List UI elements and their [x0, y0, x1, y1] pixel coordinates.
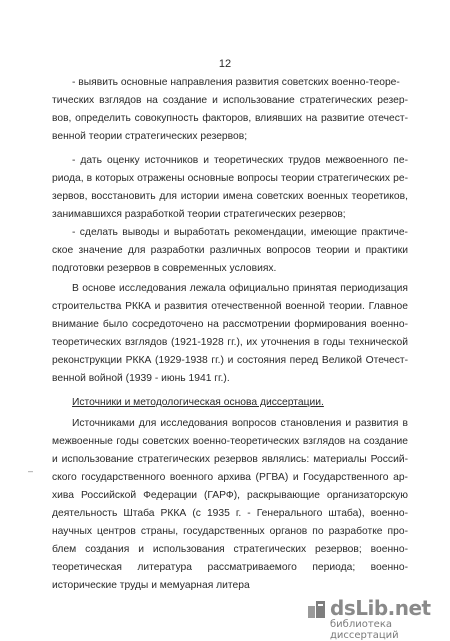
- text-line: строительства РККА и развития отечественной военной теории. Главное: [52, 301, 408, 312]
- text-line: - сделать выводы и выработать рекомендации, имеющие практиче-: [72, 227, 408, 238]
- text-line: тических взглядов на создание и использование стратегических резер-: [52, 95, 408, 106]
- text-line: венной теории стратегических резервов;: [52, 131, 248, 142]
- text-line: и использование стратегических резервов являлись: материалы Россий-: [52, 454, 408, 465]
- text-line: Источниками для исследования вопросов становления и развития в: [72, 418, 408, 429]
- text-line: - выявить основные направления развития советских военно-теоре-: [72, 77, 400, 88]
- page-number: 12: [218, 58, 232, 70]
- text-line: межвоенные годы советских военно-теоретических взглядов на создание: [52, 436, 408, 447]
- section-heading: Источники и методологическая основа диссертации.: [72, 397, 324, 408]
- text-line: исторические труды и мемуарная литера: [52, 580, 250, 591]
- margin-mark: –: [28, 466, 34, 476]
- text-line: теоретическая литература рассматриваемого периода; военно-: [52, 562, 408, 573]
- text-line: ское значение для разработки различных вопросов теории и практики: [52, 245, 408, 256]
- text-line: - дать оценку источников и теоретических трудов межвоенного пе-: [72, 155, 408, 166]
- text-line: научных центров страны, государственных органов по разработке про-: [52, 526, 408, 537]
- text-line: венной войной (1939 - июнь 1941 гг.).: [52, 373, 230, 384]
- text-line: подготовки резервов в современных условиях.: [52, 263, 277, 274]
- text-line: вов, определить совокупность факторов, влиявших на развитие отечест-: [52, 113, 408, 124]
- text-line: деятельность Штаба РККА (с 1935 г. - Генерального штаба), военно-: [52, 508, 408, 519]
- text-line: внимание было сосредоточено на рассмотрении формирования военно-: [52, 319, 408, 330]
- text-line: теоретических взглядов (1921-1928 гг.), их уточнения в годы технической: [52, 337, 408, 348]
- text-line: блем создания и использования стратегических резервов; военно-: [52, 544, 408, 555]
- text-line: В основе исследования лежала официально принятая периодизация: [72, 283, 408, 294]
- watermark-subtitle: библиотека диссертаций: [330, 619, 399, 641]
- dslib-logo-icon: [306, 598, 328, 620]
- text-line: риода, в которых отражены основные вопросы теории стратегических ре-: [52, 173, 408, 184]
- text-line: занимавшихся разработкой теории стратегических резервов;: [52, 209, 346, 220]
- watermark-brand: dsLib.net: [330, 596, 431, 620]
- watermark: [306, 596, 444, 641]
- text-line: реконструкции РККА (1929-1938 гг.) и состояния перед Великой Отечест-: [52, 355, 408, 366]
- text-line: ского государственного военного архива (РГВА) и Государственного ар-: [52, 472, 408, 483]
- text-line: зервов, восстановить для истории имена советских военных теоретиков,: [52, 191, 408, 202]
- text-line: хива Российской Федерации (ГАРФ), раскрывающие организаторскую: [52, 490, 408, 501]
